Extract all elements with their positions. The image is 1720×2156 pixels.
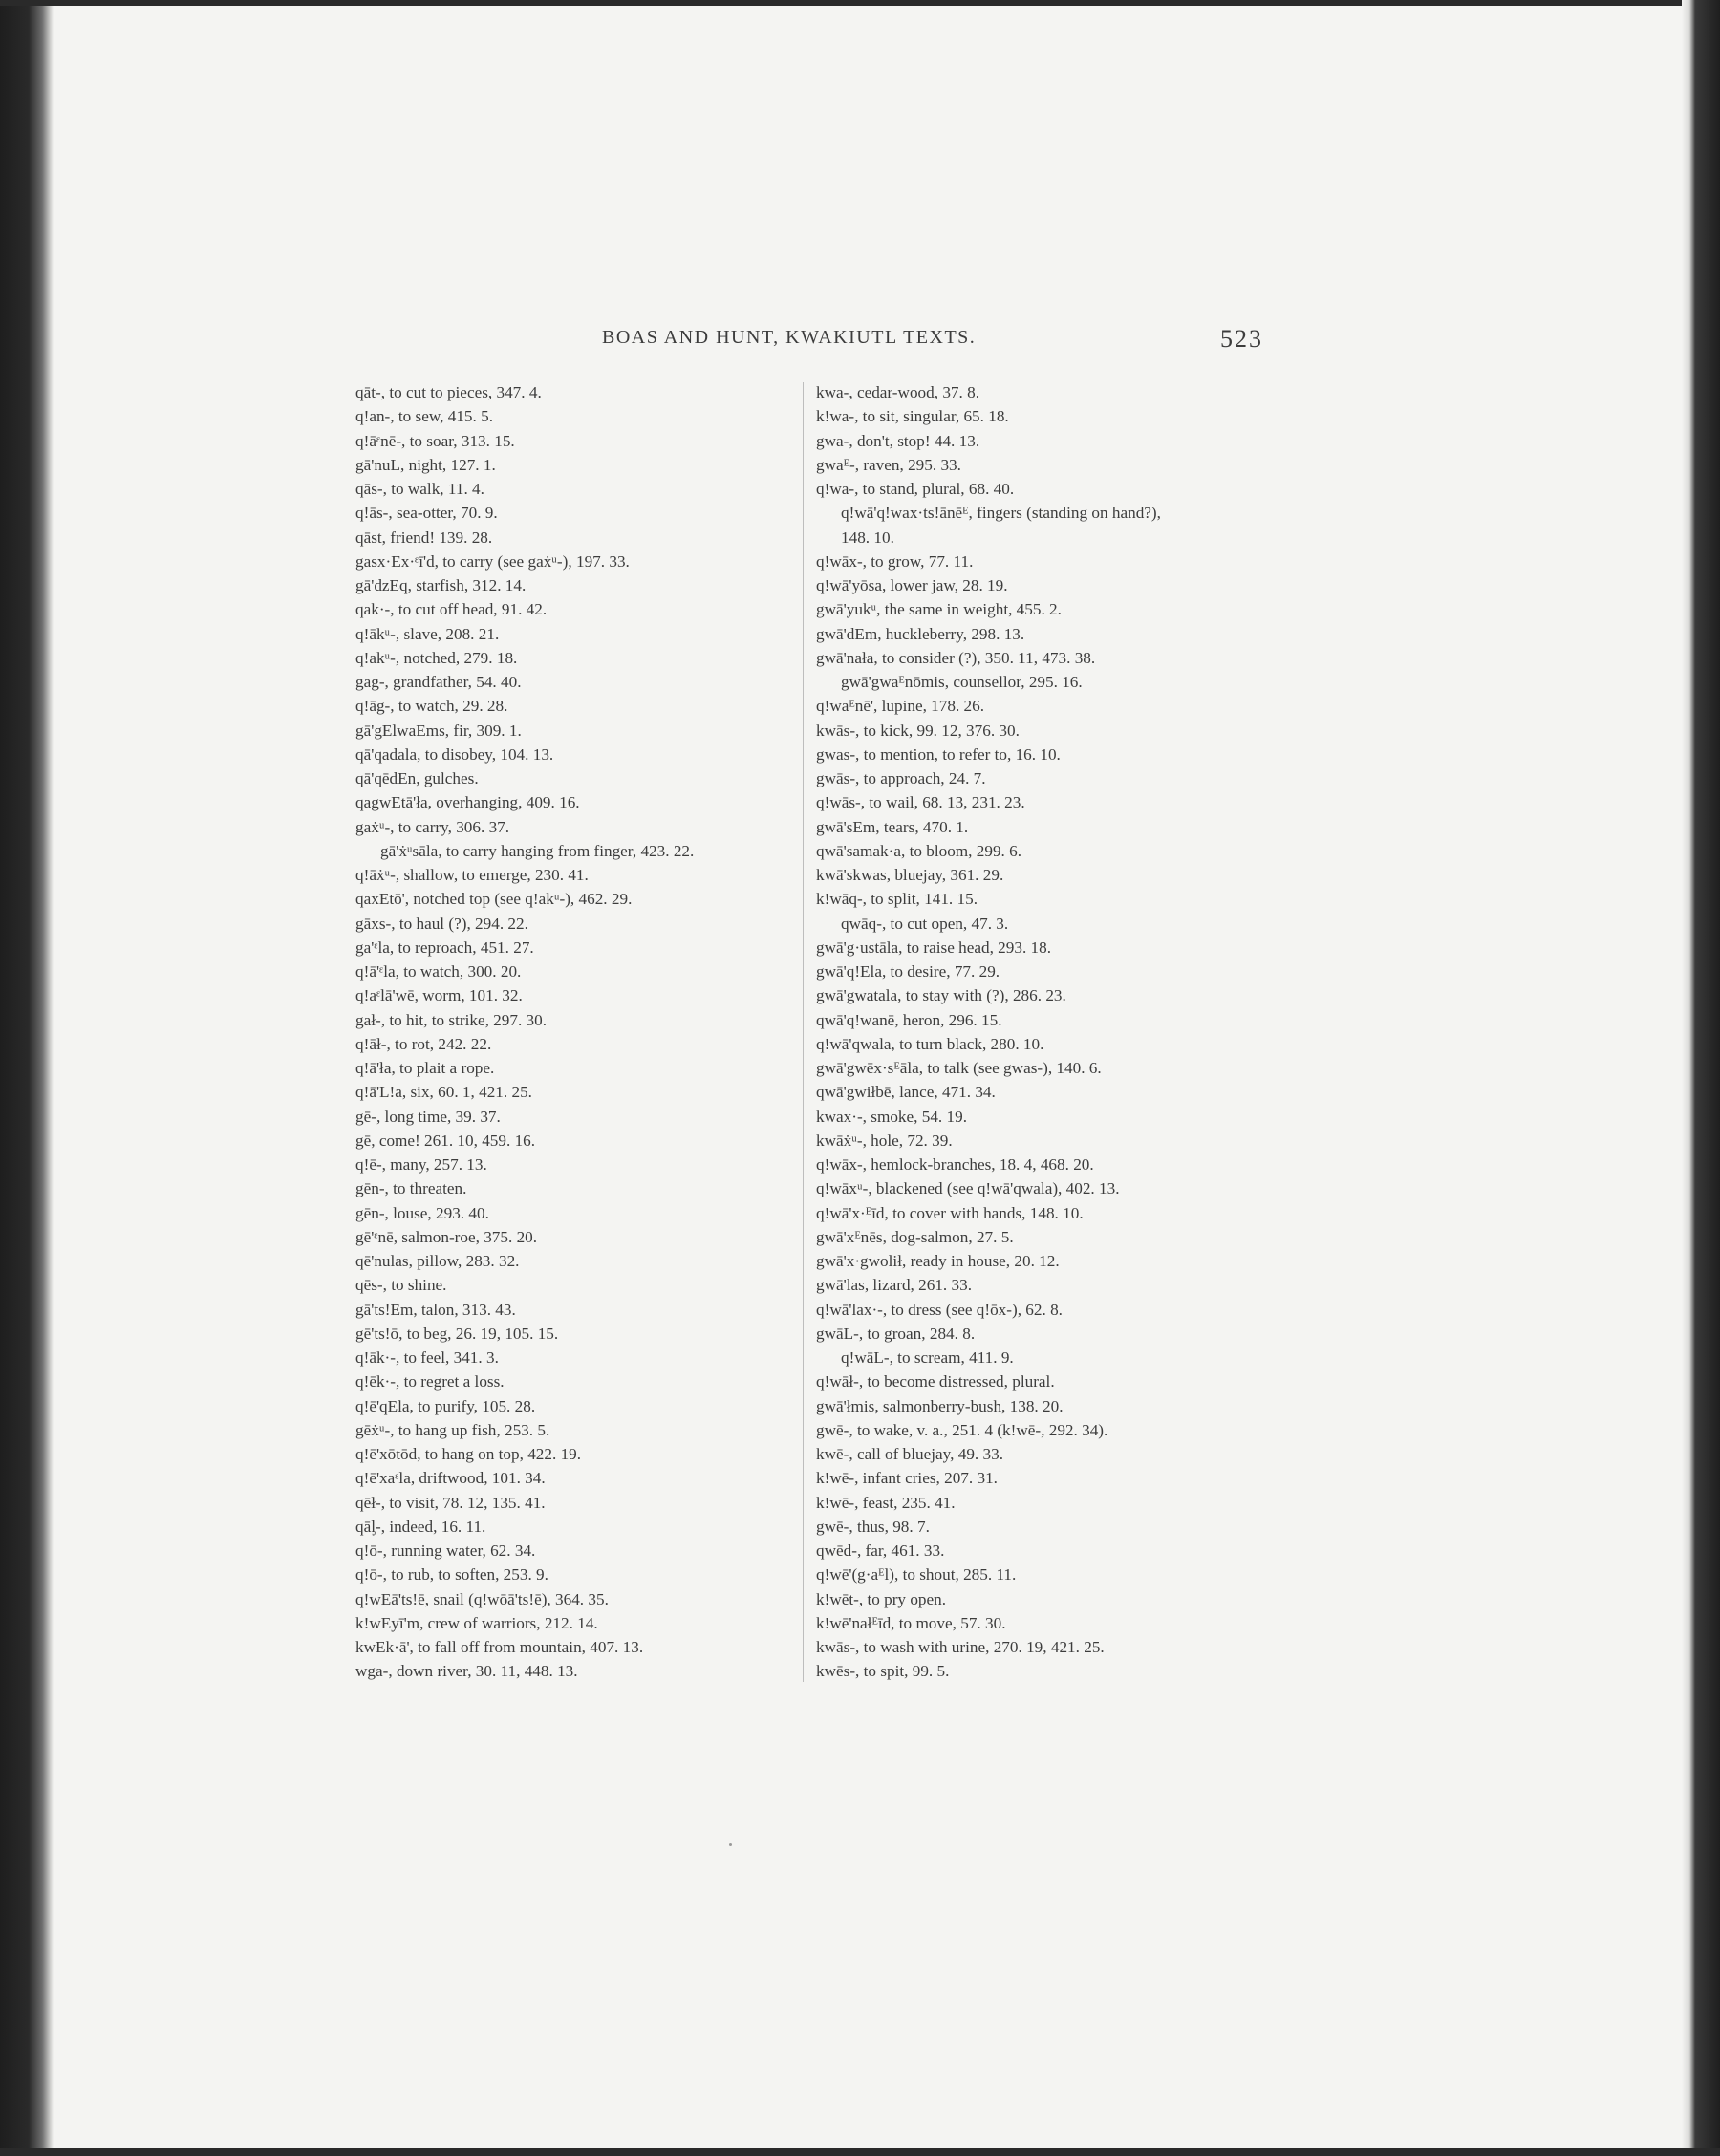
dictionary-entry: gwāL-, to groan, 284. 8. [816,1324,976,1343]
dictionary-entry: q!ēk·-, to regret a loss. [355,1372,505,1391]
dictionary-entry: q!āł-, to rot, 242. 22. [355,1034,492,1053]
dictionary-entry: gwā'dEm, huckleberry, 298. 13. [816,624,1025,643]
dictionary-entry: gaẋᵘ-, to carry, 306. 37. [355,817,510,836]
dictionary-entry: qagwEtā'ła, overhanging, 409. 16. [355,793,580,812]
dictionary-entry: gē'ts!ō, to beg, 26. 19, 105. 15. [355,1324,559,1343]
dictionary-entry: qwā'q!wanē, heron, 296. 15. [816,1010,1002,1029]
dictionary-entry: q!wā'yōsa, lower jaw, 28. 19. [816,576,1008,594]
dictionary-entry: q!wā'qwala, to turn black, 280. 10. [816,1034,1044,1053]
dictionary-entry: q!ās-, sea-otter, 70. 9. [355,504,498,523]
dictionary-entry: wga-, down river, 30. 11, 448. 13. [355,1662,578,1681]
dictionary-entry: q!ā'L!a, six, 60. 1, 421. 25. [355,1083,532,1102]
dictionary-entry: gwā'gwatala, to stay with (?), 286. 23. [816,986,1066,1005]
dictionary-entry: gwā'nała, to consider (?), 350. 11, 473. 38. [816,648,1096,667]
dictionary-entry: q!wāL-, to scream, 411. 9. [841,1348,1014,1367]
dictionary-entry: k!wē-, infant cries, 207. 31. [816,1469,998,1488]
dictionary-entry: gwā'x·gwolił, ready in house, 20. 12. [816,1252,1060,1270]
dictionary-entry: q!waᴱnē', lupine, 178. 26. [816,697,985,716]
scan-left-edge [0,0,54,2156]
left-column [355,380,790,1684]
dictionary-entry: kwEk·ā', to fall off from mountain, 407. 13. [355,1638,644,1656]
dictionary-entry: q!ē'qEla, to purify, 105. 28. [355,1396,536,1415]
dictionary-entry: kwa-, cedar-wood, 37. 8. [816,383,979,401]
dictionary-entry: q!wāx-, to grow, 77. 11. [816,551,974,571]
dictionary-entry: kwēs-, to spit, 99. 5. [816,1662,950,1681]
dictionary-entry: qā'qēdEn, gulches. [355,769,479,787]
dictionary-entry: q!āk·-, to feel, 341. 3. [355,1348,499,1367]
page-number: 523 [1220,325,1263,353]
dictionary-entry: gēn-, to threaten. [355,1179,467,1198]
dictionary-entry: qāt-, to cut to pieces, 347. 4. [355,383,542,401]
dictionary-entry: k!wē-, feast, 235. 41. [816,1493,956,1512]
dictionary-entry: q!ā'ła, to plait a rope. [355,1059,495,1077]
dictionary-entry: gwā'yukᵘ, the same in weight, 455. 2. [816,600,1062,619]
dictionary-entry: q!wās-, to wail, 68. 13, 231. 23. [816,793,1025,812]
scan-top-edge [0,0,1720,6]
dictionary-entry: q!ē'xaᵋla, driftwood, 101. 34. [355,1469,546,1488]
dictionary-entry: gwā'gwēx·sᴱāla, to talk (see gwas-), 140. 6. [816,1059,1102,1077]
dictionary-entry: gā'dzEq, starfish, 312. 14. [355,576,527,594]
dictionary-entry: qak·-, to cut off head, 91. 42. [355,600,548,619]
dictionary-entry: gē-, long time, 39. 37. [355,1107,501,1126]
dictionary-entry: q!wa-, to stand, plural, 68. 40. [816,480,1015,498]
dictionary-entry: gwas-, to mention, to refer to, 16. 10. [816,744,1061,764]
dictionary-entry: gēn-, louse, 293. 40. [355,1203,489,1222]
dictionary-entry: gwā'g·ustāla, to raise head, 293. 18. [816,938,1052,957]
dictionary-entry: kwās-, to kick, 99. 12, 376. 30. [816,721,1020,740]
dictionary-entry: qwāq-, to cut open, 47. 3. [841,914,1009,933]
dictionary-entry: qwēd-, far, 461. 33. [816,1542,945,1560]
dictionary-entry: q!āg-, to watch, 29. 28. [355,697,508,716]
dictionary-entry: qwā'gwiłbē, lance, 471. 34. [816,1083,996,1102]
dictionary-entry: gē, come! 261. 10, 459. 16. [355,1131,536,1150]
dictionary-entry: q!wEā'ts!ē, snail (q!wōā'ts!ē), 364. 35. [355,1589,609,1608]
dictionary-entry: q!wāł-, to become distressed, plural. [816,1372,1055,1391]
dictionary-entry: gā'nuL, night, 127. 1. [355,455,496,474]
dictionary-entry: k!wāq-, to split, 141. 15. [816,890,978,909]
dictionary-entry: qaxEtō', notched top (see q!akᵘ-), 462. 29. [355,890,633,909]
dictionary-entry: q!wāx-, hemlock-branches, 18. 4, 468. 20. [816,1155,1094,1174]
dictionary-entry: q!an-, to sew, 415. 5. [355,407,493,426]
dictionary-entry: gał-, to hit, to strike, 297. 30. [355,1010,548,1029]
dictionary-entry: q!āᵋnē-, to soar, 313. 15. [355,431,515,450]
dictionary-entry: k!wēt-, to pry open. [816,1589,947,1608]
dictionary-entry: gwā'q!Ela, to desire, 77. 29. [816,962,1000,981]
page-speck [729,1843,732,1846]
dictionary-entry: gā'ts!Em, talon, 313. 43. [355,1300,516,1319]
dictionary-entry: gag-, grandfather, 54. 40. [355,673,522,691]
dictionary-entry: gwā'las, lizard, 261. 33. [816,1276,972,1295]
dictionary-entry: q!wāxᵘ-, blackened (see q!wā'qwala), 402. 13. [816,1179,1120,1198]
dictionary-entry: qāst, friend! 139. 28. [355,528,493,547]
dictionary-entry: gwā'gwaᴱnōmis, counsellor, 295. 16. [841,673,1083,691]
dictionary-entry: qāᶅ-, indeed, 16. 11. [355,1517,486,1536]
dictionary-entry: kwāẋᵘ-, hole, 72. 39. [816,1131,953,1150]
dictionary-entry: gē'ᵋnē, salmon-roe, 375. 20. [355,1227,538,1246]
right-column [816,380,1265,1684]
dictionary-entry: q!ō-, to rub, to soften, 253. 9. [355,1565,548,1585]
scan-bottom-edge [0,2148,1720,2156]
dictionary-entry: kwē-, call of bluejay, 49. 33. [816,1445,1004,1463]
dictionary-entry: 148. 10. [841,528,894,547]
dictionary-entry: qē'nulas, pillow, 283. 32. [355,1252,520,1270]
dictionary-entry: kwax·-, smoke, 54. 19. [816,1107,968,1126]
dictionary-entry: q!āẋᵘ-, shallow, to emerge, 230. 41. [355,866,589,884]
dictionary-entry: gwa-, don't, stop! 44. 13. [816,431,980,450]
dictionary-entry: q!ē'xōtōd, to hang on top, 422. 19. [355,1445,582,1463]
dictionary-entry: q!wē'(g·aᴱl), to shout, 285. 11. [816,1565,1017,1585]
dictionary-entry: q!ā'ᵋla, to watch, 300. 20. [355,962,522,981]
dictionary-entry: qēł-, to visit, 78. 12, 135. 41. [355,1493,546,1512]
dictionary-entry: gwā'sEm, tears, 470. 1. [816,817,969,836]
dictionary-entry: gēẋᵘ-, to hang up fish, 253. 5. [355,1420,550,1439]
dictionary-entry: kwās-, to wash with urine, 270. 19, 421. 25. [816,1638,1105,1656]
dictionary-entry: qēs-, to shine. [355,1276,447,1295]
dictionary-entry: kwā'skwas, bluejay, 361. 29. [816,866,1004,884]
dictionary-entry: gwē-, thus, 98. 7. [816,1517,930,1536]
dictionary-entry: gwā'xᴱnēs, dog-salmon, 27. 5. [816,1227,1014,1246]
dictionary-entry: q!aᵋlā'wē, worm, 101. 32. [355,986,523,1005]
dictionary-entry: gwās-, to approach, 24. 7. [816,769,986,787]
dictionary-entry: q!ō-, running water, 62. 34. [355,1542,536,1560]
dictionary-entry: k!wa-, to sit, singular, 65. 18. [816,407,1009,426]
dictionary-entry: gāxs-, to haul (?), 294. 22. [355,914,528,933]
dictionary-entry: gā'ẋᵘsāla, to carry hanging from finger, 423. 22. [380,841,695,860]
dictionary-entry: q!wā'x·ᴱīd, to cover with hands, 148. 10. [816,1203,1084,1222]
running-head: BOAS AND HUNT, KWAKIUTL TEXTS. [602,327,977,348]
column-divider [803,382,804,1682]
dictionary-entry: qwā'samak·a, to bloom, 299. 6. [816,841,1022,860]
dictionary-entry: qā'qadala, to disobey, 104. 13. [355,744,554,764]
dictionary-entry: q!wā'q!wax·ts!ānēᴱ, fingers (standing on hand?), [841,504,1161,523]
page-header [355,321,1263,359]
dictionary-entry: gwaᴱ-, raven, 295. 33. [816,455,961,474]
dictionary-entry: gwā'łmis, salmonberry-bush, 138. 20. [816,1396,1064,1415]
dictionary-entry: gā'gElwaEms, fir, 309. 1. [355,721,522,740]
dictionary-entry: k!wEyī'm, crew of warriors, 212. 14. [355,1613,598,1632]
dictionary-entry: q!ē-, many, 257. 13. [355,1155,487,1174]
dictionary-entry: q!wā'lax·-, to dress (see q!ōx-), 62. 8. [816,1300,1063,1319]
dictionary-entry: q!ākᵘ-, slave, 208. 21. [355,624,500,643]
dictionary-entry: q!akᵘ-, notched, 279. 18. [355,648,518,667]
dictionary-entry: ga'ᵋla, to reproach, 451. 27. [355,938,534,957]
dictionary-entry: gasx·Ex·ᵋī'd, to carry (see gaẋᵘ-), 197. 33. [355,551,630,571]
scan-right-edge [1682,0,1720,2156]
dictionary-entry: qās-, to walk, 11. 4. [355,480,484,498]
dictionary-entry: gwē-, to wake, v. a., 251. 4 (k!wē-, 292. 34). [816,1420,1108,1439]
dictionary-entry: k!wē'nałᴱīd, to move, 57. 30. [816,1613,1006,1632]
